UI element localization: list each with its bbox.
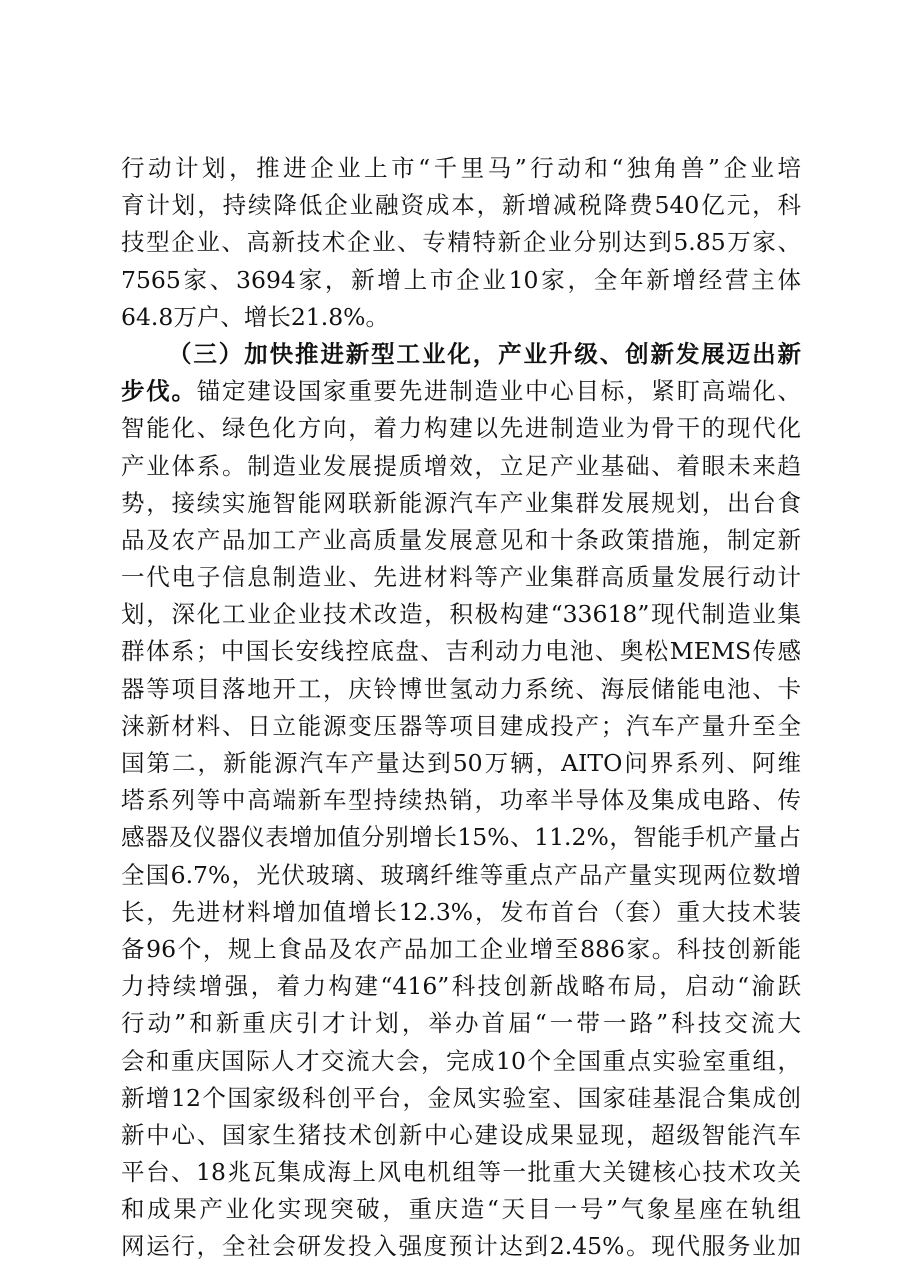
line-text: 新增12个国家级科创平台，金凤实验室、国家硅基混合集成创 [121,1083,801,1112]
line-text: 行动”和新重庆引才计划，举办首届“一带一路”科技交流大 [121,1009,801,1038]
line-text: 一代电子信息制造业、先进材料等产业集群高质量发展行动计 [121,563,801,592]
line-text: 划，深化工业企业技术改造，积极构建“33618”现代制造业集 [121,600,801,629]
text-line [121,708,801,745]
line-text: 和成果产业化实现突破，重庆造“天目一号”气象星座在轨组 [121,1195,801,1224]
text-line [121,633,801,670]
line-text: 行动计划，推进企业上市“千里马”行动和“独角兽”企业培 [121,154,801,182]
section-heading: 步伐。 [121,377,197,406]
text-line [121,931,801,968]
line-text: 会和重庆国际人才交流大会，完成10个全国重点实验室重组， [121,1046,801,1075]
line-text: 势，接续实施智能网联新能源汽车产业集群发展规划，出台食 [121,488,801,517]
text-line [121,373,801,410]
line-text: 国第二，新能源汽车产量达到50万辆，AITO问界系列、阿维 [121,749,801,777]
text-line [121,1154,801,1191]
text-line [121,819,801,856]
text-line [121,224,801,261]
line-text: 7565家、3694家，新增上市企业10家，全年新增经营主体 [121,265,801,294]
text-line [121,671,801,708]
text-line [121,559,801,596]
text-line [121,1228,801,1265]
text-line [121,596,801,633]
line-text: 育计划，持续降低企业融资成本，新增减税降费540亿元，科 [121,191,801,220]
text-line [121,857,801,894]
text-line [121,1117,801,1154]
text-line [121,448,801,485]
section-heading: （三）加快推进新型工业化，产业升级、创新发展迈出新 [168,339,801,368]
text-line [121,1005,801,1042]
text-line [121,1043,801,1080]
line-text: 锚定建设国家重要先进制造业中心目标，紧盯高端化、 [196,377,801,406]
line-text: 全国6.7%，光伏玻璃、玻璃纤维等重点产品产量实现两位数增 [121,860,801,889]
text-line [121,1080,801,1117]
text-line [121,968,801,1005]
line-text: 长，先进材料增加值增长12.3%，发布首台（套）重大技术装 [121,897,801,926]
text-line [121,745,801,782]
text-line [121,336,801,373]
text-line [121,262,801,299]
body-text [121,150,801,1266]
line-text: 塔系列等中高端新车型持续热销，功率半导体及集成电路、传 [121,786,801,815]
line-text: 新中心、国家生猪技术创新中心建设成果显现，超级智能汽车 [121,1120,801,1149]
text-line [121,410,801,447]
line-text: 感器及仪器仪表增加值分别增长15%、11.2%，智能手机产量占 [121,823,801,852]
text-line [121,894,801,931]
text-line [121,187,801,224]
text-line [121,299,801,336]
text-line [121,150,801,187]
line-text: 器等项目落地开工，庆铃博世氢动力系统、海辰储能电池、卡 [121,674,801,703]
line-text: 技型企业、高新技术企业、专精特新企业分别达到5.85万家、 [121,228,801,257]
line-text: 平台、18兆瓦集成海上风电机组等一批重大关键核心技术攻关 [121,1158,801,1187]
text-line [121,1191,801,1228]
text-line [121,522,801,559]
line-text: 群体系；中国长安线控底盘、吉利动力电池、奥松MEMS传感 [121,637,801,666]
line-text: 产业体系。制造业发展提质增效，立足产业基础、着眼未来趋 [121,451,801,480]
line-text: 涞新材料、日立能源变压器等项目建成投产；汽车产量升至全 [121,711,801,740]
line-text: 力持续增强，着力构建“416”科技创新战略布局，启动“渝跃 [121,972,801,1001]
line-text: 备96个，规上食品及农产品加工企业增至886家。科技创新能 [121,934,801,963]
text-line [121,782,801,819]
line-text: 64.8万户、增长21.8%。 [121,302,389,331]
line-text: 品及农产品加工产业高质量发展意见和十条政策措施，制定新 [121,525,801,554]
line-text: 智能化、绿色化方向，着力构建以先进制造业为骨干的现代化 [121,414,801,443]
text-line [121,485,801,522]
line-text: 网运行，全社会研发投入强度预计达到2.45%。现代服务业加 [121,1232,801,1261]
